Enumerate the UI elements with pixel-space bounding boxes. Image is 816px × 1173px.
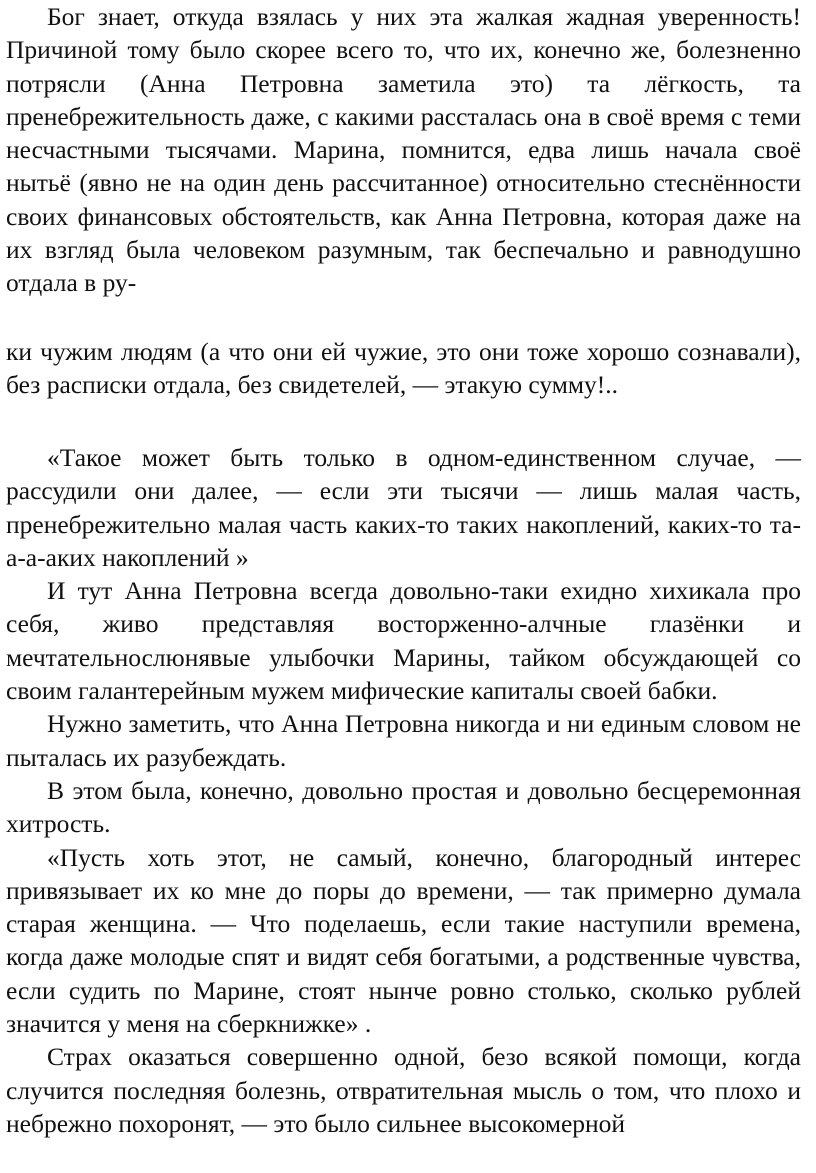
paragraph-5: Нужно заметить, что Анна Петровна никогда и ни единым словом не пыталась их разубеждать. [6, 709, 801, 772]
text-block-top [6, 0, 801, 300]
paragraph-6: В этом была, конечно, довольно простая и довольно бесцеремонная хитрость. [6, 775, 801, 839]
paragraph-3: «Такое может быть только в одном-единственном случае, — рассудили они далее, — если эти тысячи — лишь малая часть, пренебрежительно малая часть каких-то таких накоплений, каких-то та-а-а-аких накоплений » [6, 443, 801, 572]
paragraph-7: «Пусть хоть этот, не самый, конечно, благородный интерес привязывает их ко мне до поры до времени, — так примерно думала старая женщина. — Что поделаешь, если такие наступили времена, когда даже молодые спят и видят себя богатыми, а родственные чувства, если судить по Марине, стоят нынче ровно столько, сколько рублей значится у меня на сберкнижке» . [6, 842, 801, 1039]
paragraph-1: Бог знает, откуда взялась у них эта жалкая жадная уверенность! Причиной тому было скорее всего то, что их, конечно же, болезненно потрясли (Анна Петровна заметила это) та лёгкость, та пренебрежительность даже, с какими рассталась она в своё время с теми несчастными тысячами. Марина, помнится, едва лишь начала своё нытьё (явно не на один день рассчитанное) относительно стеснённости своих финансовых обстоятельств, как Анна Петровна, которая даже на их взгляд была человеком разумным, так беспечально и равнодушно отдала в ру- [6, 2, 801, 298]
paragraph-8: Страх оказаться совершенно одной, безо всякой помощи, когда случится последняя болезнь, отвратительная мысль о том, что плохо и небрежно похоронят, — это было сильнее высокомерной [6, 1042, 801, 1138]
paragraph-2: ки чужим людям (а что они ей чужие, это они тоже хорошо сознавали), без расписки отдала, без свидетелей, — этакую сумму!.. [6, 337, 801, 400]
text-block-continuation [6, 335, 801, 402]
paragraph-4: И тут Анна Петровна всегда довольно-таки ехидно хихикала про себя, живо представляя восторженно-алчные глазёнки и мечтательнослюнявые улыбочки Марины, тайком обсуждающей со своим галантерейным мужем мифические капиталы своей бабки. [6, 576, 801, 706]
text-block-main [6, 441, 801, 1140]
